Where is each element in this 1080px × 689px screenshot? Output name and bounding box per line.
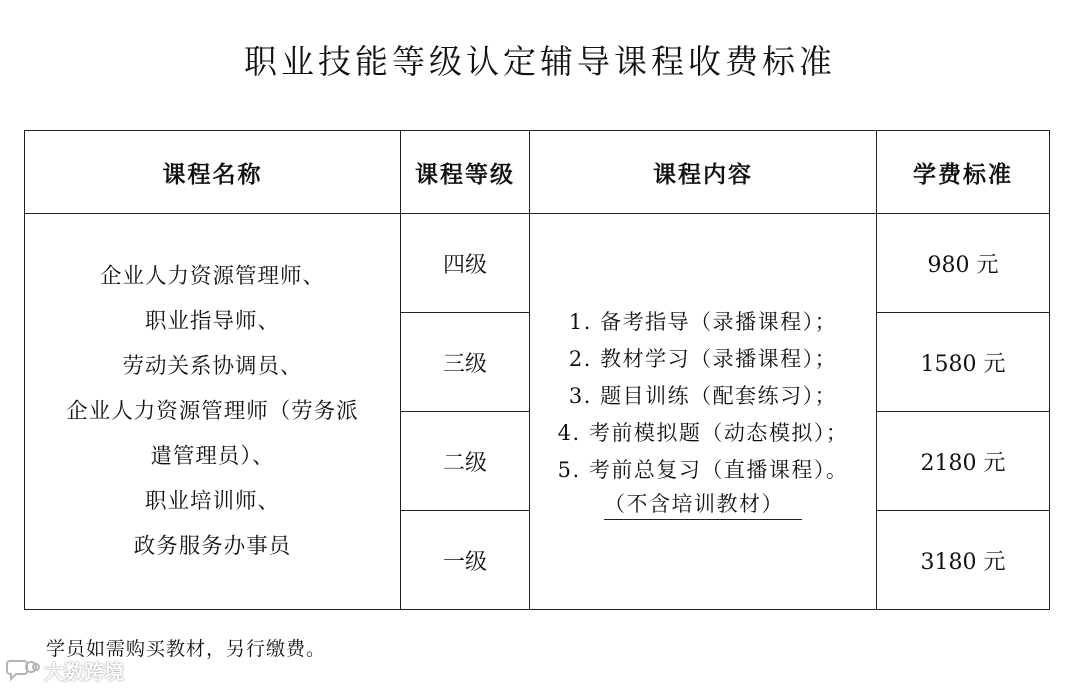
fee-table	[24, 130, 1050, 610]
chat-bubble-logo-icon	[6, 658, 40, 682]
course-content-cell	[530, 214, 877, 610]
course-name: 劳动关系协调员、	[122, 354, 303, 379]
level-cell: 三级	[401, 313, 530, 412]
content-list	[530, 304, 876, 489]
content-item: 5. 考前总复习（直播课程）。	[557, 457, 849, 482]
fee-cell: 2180 元	[877, 412, 1050, 511]
header-course-name: 课程名称	[25, 131, 401, 214]
content-item: 1. 备考指导（录播课程）；	[568, 309, 838, 334]
watermark	[6, 655, 124, 685]
course-name: 遣管理员）、	[150, 444, 275, 469]
footnote: 学员如需购买教材，另行缴费。	[46, 638, 327, 660]
course-names-cell	[25, 214, 401, 610]
content-item: 4. 考前模拟题（动态模拟）；	[557, 420, 849, 445]
header-tuition: 学费标准	[877, 131, 1050, 214]
table-row	[25, 214, 1050, 313]
course-name: 企业人力资源管理师、	[99, 264, 325, 289]
table-header-row	[25, 131, 1050, 214]
watermark-text: 大数跨境	[44, 659, 124, 684]
course-name: 职业指导师、	[144, 309, 280, 334]
content-item: 2. 教材学习（录播课程）；	[568, 346, 838, 371]
fee-cell: 3180 元	[877, 511, 1050, 610]
fee-cell: 1580 元	[877, 313, 1050, 412]
header-course-level: 课程等级	[401, 131, 530, 214]
fee-cell: 980 元	[877, 214, 1050, 313]
header-course-content: 课程内容	[530, 131, 877, 214]
course-name: 职业培训师、	[144, 489, 280, 514]
page-title: 职业技能等级认定辅导课程收费标准	[244, 42, 836, 81]
content-note: （不含培训教材）	[604, 489, 802, 520]
level-cell: 一级	[401, 511, 530, 610]
level-cell: 二级	[401, 412, 530, 511]
course-name: 政务服务办事员	[133, 534, 292, 559]
content-item: 3. 题目训练（配套练习）；	[568, 383, 838, 408]
course-name: 企业人力资源管理师（劳务派	[66, 399, 359, 424]
level-cell: 四级	[401, 214, 530, 313]
